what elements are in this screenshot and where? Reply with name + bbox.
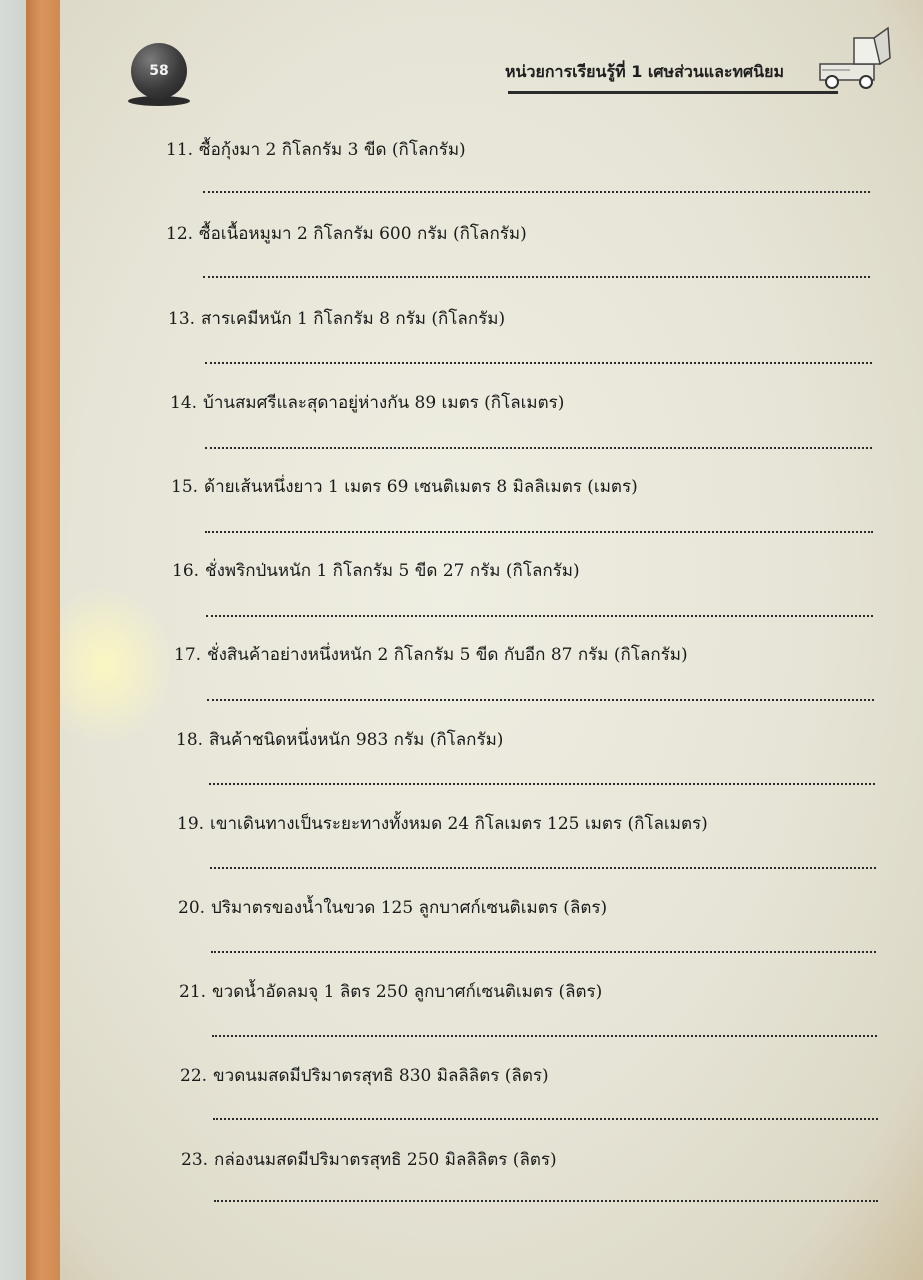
exercise-number: 15. (171, 477, 199, 497)
answer-line[interactable] (212, 1035, 877, 1037)
exercise-number: 14. (170, 393, 198, 413)
answer-line[interactable] (207, 699, 874, 701)
exercise-number: 18. (176, 730, 204, 750)
exercise-prompt: ชั่งสินค้าอย่างหนึ่งหนัก 2 กิโลกรัม 5 ขีด กับอีก 87 กรัม (กิโลกรัม) (207, 645, 688, 665)
exercise-question (176, 726, 503, 753)
exercise-number: 16. (172, 561, 200, 581)
exercise-question (177, 810, 708, 837)
answer-line[interactable] (210, 867, 876, 869)
exercise-number: 21. (179, 982, 207, 1002)
exercise-prompt: ด้ายเส้นหนึ่งยาว 1 เมตร 69 เซนติเมตร 8 มิลลิเมตร (เมตร) (204, 477, 638, 497)
exercise-question (170, 389, 564, 416)
exercise-number: 17. (174, 645, 202, 665)
exercise-question (179, 978, 602, 1005)
exercise-number: 13. (168, 309, 196, 329)
answer-line[interactable] (205, 531, 873, 533)
exercise-prompt: สารเคมีหนัก 1 กิโลกรัม 8 กรัม (กิโลกรัม) (201, 309, 506, 329)
exercise-question (172, 557, 580, 584)
answer-line[interactable] (209, 783, 875, 785)
exercise-prompt: เขาเดินทางเป็นระยะทางทั้งหมด 24 กิโลเมตร 125 เมตร (กิโลเมตร) (210, 814, 708, 834)
exercise-prompt: ซื้อกุ้งมา 2 กิโลกรัม 3 ขีด (กิโลกรัม) (199, 140, 466, 160)
header-divider (508, 91, 838, 94)
exercise-question (178, 894, 607, 921)
answer-line[interactable] (205, 362, 872, 364)
exercise-prompt: สินค้าชนิดหนึ่งหนัก 983 กรัม (กิโลกรัม) (209, 730, 504, 750)
exercise-number: 12. (166, 224, 194, 244)
exercise-number: 11. (166, 140, 194, 160)
answer-line[interactable] (205, 447, 872, 449)
exercise-number: 22. (180, 1066, 208, 1086)
unit-title: หน่วยการเรียนรู้ที่ 1 เศษส่วนและทศนิยม (505, 62, 785, 81)
answer-line[interactable] (203, 191, 870, 193)
exercise-question (174, 641, 688, 668)
exercise-question (168, 305, 505, 332)
exercise-prompt: ซื้อเนื้อหมูมา 2 กิโลกรัม 600 กรัม (กิโลกรัม) (199, 224, 527, 244)
exercise-number: 20. (178, 898, 206, 918)
exercise-prompt: บ้านสมศรีและสุดาอยู่ห่างกัน 89 เมตร (กิโลเมตร) (203, 393, 565, 413)
exercise-prompt: ขวดนมสดมีปริมาตรสุทธิ 830 มิลลิลิตร (ลิตร) (213, 1066, 549, 1086)
book-spine (26, 0, 60, 1280)
page-number: 58 (149, 63, 169, 79)
answer-line[interactable] (203, 276, 870, 278)
page-number-badge (131, 43, 187, 99)
exercise-question (171, 473, 638, 500)
answer-line[interactable] (206, 615, 873, 617)
answer-line[interactable] (214, 1200, 878, 1202)
exercise-prompt: ชั่งพริกป่นหนัก 1 กิโลกรัม 5 ขีด 27 กรัม (กิโลกรัม) (205, 561, 580, 581)
exercise-question (166, 136, 466, 163)
truck-icon (814, 24, 894, 96)
exercise-question (166, 220, 527, 247)
exercise-prompt: ขวดน้ำอัดลมจุ 1 ลิตร 250 ลูกบาศก์เซนติเมตร (ลิตร) (212, 982, 603, 1002)
exercise-number: 23. (181, 1150, 209, 1170)
exercise-prompt: กล่องนมสดมีปริมาตรสุทธิ 250 มิลลิลิตร (ลิตร) (214, 1150, 557, 1170)
exercise-prompt: ปริมาตรของน้ำในขวด 125 ลูกบาศก์เซนติเมตร (ลิตร) (211, 898, 608, 918)
answer-line[interactable] (213, 1118, 878, 1120)
exercise-number: 19. (177, 814, 205, 834)
answer-line[interactable] (211, 951, 876, 953)
exercise-question (180, 1062, 549, 1089)
exercise-question (181, 1146, 557, 1173)
